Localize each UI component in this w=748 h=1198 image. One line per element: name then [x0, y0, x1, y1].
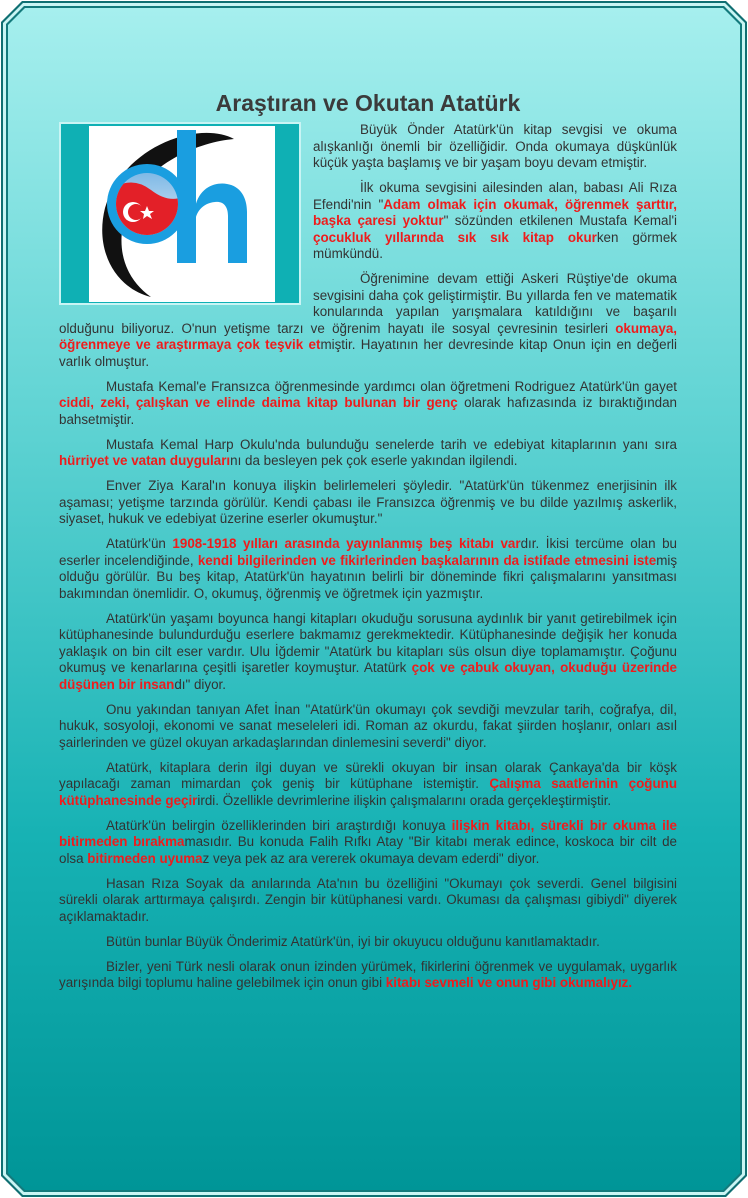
highlight-text: çok ve çabuk okuyan, okuduğu üzerinde düşünen bir insan: [59, 660, 677, 692]
body-text: Öğrenimine devam ettiği Askeri Rüştiye'de okuma sevgisini daha çok geliştirmiştir. Bu yıllarda fen ve matematik konularında yapılan yarışmalara katıldığını ve başarılı olduğunu biliyoruz. O'nun yetişme tarzı ve öğrenim hayatı ile sosyal çevresinin tesirleri: [59, 271, 677, 336]
highlight-text: kendi bilgilerinden ve fikirlerinden başkalarının da istifade etmesini iste: [197, 552, 657, 568]
article: [59, 88, 677, 1000]
body-text: Mustafa Kemal Harp Okulu'nda bulunduğu senelerde tarih ve edebiyat kitaplarının yanı sıra: [106, 436, 677, 452]
logo-frame: [59, 122, 301, 305]
highlight-text: hürriyet ve vatan duyguları: [59, 453, 231, 468]
body-text: olarak hafızasında iz bıraktığından bahsetmiştir.: [59, 395, 677, 427]
paragraph: [59, 536, 677, 602]
body-text: dı" diyor.: [174, 676, 226, 692]
highlight-text: Çalışma saatlerinin çoğunu kütüphanesinde geçir: [59, 776, 677, 808]
body-text: miştir. Hayatının her devresinde kitap Onun için en değerli varlık olmuştur.: [59, 337, 677, 369]
highlight-text: bitirmeden uyuma: [87, 850, 203, 866]
paragraph: [59, 478, 677, 528]
body-text: İlk okuma sevgisini ailesinden alan, babası Ali Rıza Efendi'nin ": [313, 180, 677, 212]
paragraph: [59, 760, 677, 810]
body-text: " sözünden etkilenen Mustafa Kemal'i: [443, 213, 677, 228]
body-text: Mustafa Kemal'e Fransızca öğrenmesinde yardımcı olan öğretmeni Rodriguez Atatürk'ün gayet: [106, 378, 677, 394]
body-text: Atatürk'ün belirgin özelliklerinden biri araştırdığı konuya: [106, 817, 452, 833]
paragraph: [59, 379, 677, 429]
body-text: miş olduğu görülür. Bu beş kitap, Atatürk'ün hayatının belirli bir döneminde fikri çalışmalarını yansıtması bakımından önemlidir. O, okumuş, öğrenmiş ve öğretmek için yazmıştır.: [59, 552, 678, 601]
body-text: nı da besleyen pek çok eserle yakından ilgilendi.: [230, 453, 518, 468]
article-body: [59, 122, 677, 992]
body-text: Atatürk, kitaplara derin ilgi duyan ve sürekli okuyan bir insan olarak Çankaya'da bir köşk yapılacağı zaman mimardan çok geniş bir kütüphane istemiştir.: [59, 759, 677, 791]
highlight-text: kitabı sevmeli ve onun gibi okumalıyız.: [385, 975, 633, 990]
body-text: dır. İkisi tercüme olan bu eserler incelendiğinde,: [59, 536, 678, 568]
body-text: Atatürk'ün: [106, 536, 173, 551]
body-text: Onu yakından tanıyan Afet İnan "Atatürk'ün okumayı çok sevdiği mevzular tarih, coğrafya, dil, hukuk, sosyoloji, ekonomi ve sanat meseleleri idi. Roman az okurdu, fakat şiirden hoşlanır, onları asıl şairlerinden ve güzel okuyan arkadaşlarından dinlemesini severdi" diyor.: [59, 701, 677, 750]
paragraph: [59, 702, 677, 752]
highlight-text: ilişkin kitabı, sürekli bir okuma ile bitirmeden bırakma: [59, 817, 677, 849]
body-text: ken görmek mümkündü.: [313, 229, 677, 261]
body-text: Atatürk'ün yaşamı boyunca hangi kitapları okuduğu sorusuna aydınlık bir yanıt getirebilmek için kütüphanesinde bulundurduğu eserlere bakmamız gerekmektedir. Kütüphanesinde değişik her konuda yaklaşık on bin cilt eser vardır. Ulu İğdemir "Atatürk bu kitapları süs olsun diye toplamamıştır. Çoğunu okumuş ve kenarlarına çeşitli işaretler koymuştur. Atatürk: [59, 610, 677, 675]
body-text: Bütün bunlar Büyük Önderimiz Atatürk'ün, iyi bir okuyucu olduğunu kanıtlamaktadır.: [106, 933, 600, 949]
paragraph: [59, 959, 677, 992]
paragraph: [59, 611, 677, 694]
paragraph: [59, 876, 677, 926]
body-text: Hasan Rıza Soyak da anılarında Ata'nın bu özelliğini "Okumayı çok severdi. Genel bilgisini sürekli olarak arttırmaya çalışırdı. Zengin bir kütüphanesi vardı. Okuması da çalışması gibiydi" diyerek açıklamaktadır.: [59, 875, 677, 924]
body-text: Enver Ziya Karal'ın konuya ilişkin belirlemeleri şöyledir. "Atatürk'ün tükenmez enerjisinin ilk aşaması; yetişme tarzında görülür. Kendi çabası ile Fransızca öğrenmiş ve bu dilde yazılmış askerlik, siyaset, hukuk ve edebiyat üzerine eserler okumuştur.": [59, 478, 677, 526]
highlight-text: okumaya, öğrenmeye ve araştırmaya çok teşvik et: [59, 320, 677, 352]
highlight-text: 1908-1918 yılları arasında yayınlanmış beş kitabı var: [172, 536, 521, 551]
paragraph: [59, 934, 677, 951]
highlight-text: çocukluk yıllarında sık sık kitap okur: [313, 229, 597, 245]
body-text: masıdır. Bu konuda Falih Rıfkı Atay "Bir kitabı merak edince, koskoca bir cilt de olsa: [59, 834, 677, 866]
body-text: irdi. Özellikle devrimlerine ilişkin çalışmalarını orada gerçekleştirmiştir.: [197, 792, 612, 808]
highlight-text: ciddi, zeki, çalışkan ve elinde daima kitap bulunan bir genç: [59, 395, 458, 410]
paragraph: [59, 437, 677, 470]
page-title: Araştıran ve Okutan Atatürk: [215, 90, 521, 116]
dh-logo: [89, 126, 275, 302]
body-text: Bizler, yeni Türk nesli olarak onun izinden yürümek, fikirlerini öğrenmek ve uygulamak, uygarlık yarışında bilgi toplumu haline gelebilmek için onun gibi: [59, 958, 677, 990]
paragraph: [59, 818, 677, 868]
highlight-text: Adam olmak için okumak, öğrenmek şarttır, başka çaresi yoktur: [313, 196, 677, 228]
body-text: z veya pek az ara vererek okumaya devam ederdi" diyor.: [202, 850, 540, 866]
body-text: Büyük Önder Atatürk'ün kitap sevgisi ve okuma alışkanlığı önemli bir özelliğidir. Onda okumaya düşkünlük küçük yaşta başlamış ve bir yaşam boyu devam etmiştir.: [313, 122, 677, 170]
